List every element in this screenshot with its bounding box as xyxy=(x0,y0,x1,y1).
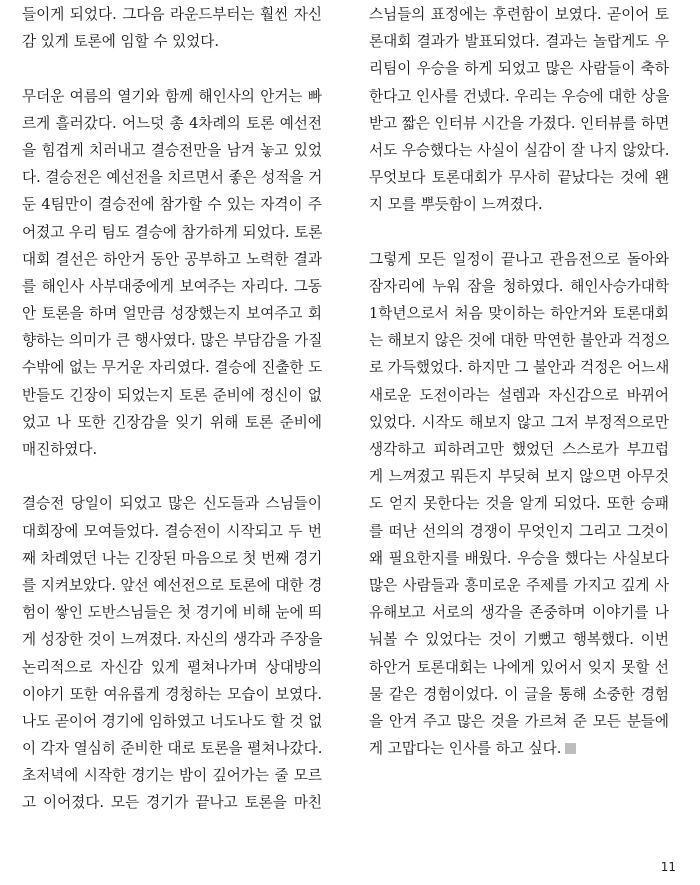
text-line: 대회장에 모여들었다. 결승전이 시작되고 두 번 xyxy=(22,522,322,540)
text-line: 를 떠난 선의의 경쟁이 무엇인지 그리고 그것이 xyxy=(369,522,669,540)
text-line: 지 모를 뿌듯함이 느껴졌다. xyxy=(369,196,543,214)
text-line: 눠볼 수 있었다는 것이 기뻤고 행복했다. 이번 xyxy=(369,631,669,649)
text-line: 향하는 의미가 큰 행사였다. 많은 부담감을 가질 xyxy=(22,332,322,350)
text-line: 이 각자 열심히 준비한 대로 토론을 펼쳐나갔다. xyxy=(22,740,322,758)
text-line: 다. 결승전은 예선전을 치르면서 좋은 성적을 거 xyxy=(22,169,322,187)
text-line: 많은 사람들과 흥미로운 주제를 가지고 깊게 사 xyxy=(369,576,669,594)
paragraph xyxy=(369,1,669,219)
text-line: 는 해보지 않은 것에 대한 막연한 불안과 걱정으 xyxy=(369,332,669,350)
text-line: 게 느껴졌고 뭐든지 부딪혀 보지 않으면 아무것 xyxy=(369,468,669,486)
text-line: 무엇보다 토론대회가 무사히 끝났다는 것에 왠 xyxy=(369,169,669,187)
text-line: 을 힘겹게 치러내고 결승전만을 남겨 놓고 있었 xyxy=(22,141,322,159)
final-sentence: 게 고맙다는 인사를 하고 싶다. xyxy=(369,740,562,758)
text-line: 어졌고 우리 팀도 결승에 참가하게 되었다. 토론 xyxy=(22,223,322,241)
text-line: 험이 쌓인 도반스님들은 첫 경기에 비해 눈에 띄 xyxy=(22,604,322,622)
paragraph xyxy=(22,490,322,816)
text-line: 었고 나 또한 긴장감을 잊기 위해 토론 준비에 xyxy=(22,413,322,431)
text-line: 하안거 토론대회는 나에게 있어서 잊지 못할 선 xyxy=(369,658,669,676)
text-line: 고 이어졌다. 모든 경기가 끝나고 토론을 마친 xyxy=(22,794,322,812)
text-line: 이야기 또한 여유롭게 경청하는 모습이 보였다. xyxy=(22,685,322,703)
text-line: 받고 짧은 인터뷰 시간을 가졌다. 인터뷰를 하면 xyxy=(369,114,669,132)
right-column xyxy=(369,1,669,762)
paragraph xyxy=(369,246,669,763)
text-line: 반들도 긴장이 되었는지 토론 준비에 정신이 없 xyxy=(22,386,322,404)
text-line: 을 안겨 주고 많은 것을 가르쳐 준 모든 분들에 xyxy=(369,712,669,730)
text-line: 나도 곧이어 경기에 임하였고 너도나도 할 것 없 xyxy=(22,712,322,730)
text-line: 유해보고 서로의 생각을 존중하며 이야기를 나 xyxy=(369,604,669,622)
paragraph xyxy=(22,83,322,464)
text-line: 서도 우승했다는 사실이 실감이 잘 나지 않았다. xyxy=(369,141,669,159)
text-line: 왜 필요한지를 배웠다. 우승을 했다는 사실보다 xyxy=(369,549,669,567)
text-line: 를 해인사 사부대중에게 보여주는 자리다. 그동 xyxy=(22,277,322,295)
text-line: 논리적으로 자신감 있게 펼쳐나가며 상대방의 xyxy=(22,658,322,676)
text-line: 째 차례였던 나는 긴장된 마음으로 첫 번째 경기 xyxy=(22,549,322,567)
page-number: 11 xyxy=(660,860,676,874)
text-line: 둔 4팀만이 결승전에 참가할 수 있는 자격이 주 xyxy=(22,196,322,214)
text-line: 로 가득했었다. 하지만 그 불안과 걱정은 어느새 xyxy=(369,359,669,377)
text-line: 생각하고 피하려고만 했었던 스스로가 부끄럽 xyxy=(369,441,669,458)
text-line: 게 성장한 것이 느껴졌다. 자신의 생각과 주장을 xyxy=(22,631,322,649)
paragraph xyxy=(22,1,322,55)
end-mark-icon xyxy=(565,743,576,754)
text-line: 르게 흘러갔다. 어느덧 총 4차례의 토론 예선전 xyxy=(22,114,322,132)
text-line: 리팀이 우승을 하게 되었고 많은 사람들이 축하 xyxy=(369,60,669,78)
text-line: 결승전 당일이 되었고 많은 신도들과 스님들이 xyxy=(22,495,322,513)
text-line: 1학년으로서 처음 맞이하는 하안거와 토론대회 xyxy=(369,305,669,323)
text-line: 들이게 되었다. 그다음 라운드부터는 훨씬 자신 xyxy=(22,6,322,23)
left-column xyxy=(22,1,322,817)
text-line: 안 토론을 하며 얼만큼 성장했는지 보여주고 회 xyxy=(22,305,322,323)
text-line: 물 같은 경험이었다. 이 글을 통해 소중한 경험 xyxy=(369,685,669,703)
text-line: 무더운 여름의 열기와 함께 해인사의 안거는 빠 xyxy=(22,87,322,105)
text-line: 수밖에 없는 무거운 자리였다. 결승에 진출한 도 xyxy=(22,359,322,377)
text-line: 를 지켜보았다. 앞선 예선전으로 토론에 대한 경 xyxy=(22,576,322,594)
text-line: 도 얻지 못한다는 것을 알게 되었다. 또한 승패 xyxy=(369,495,669,513)
text-line: 대회 결선은 하안거 동안 공부하고 노력한 결과 xyxy=(22,250,322,268)
text-line: 초저녁에 시작한 경기는 밤이 깊어가는 줄 모르 xyxy=(22,767,322,785)
text-line: 그렇게 모든 일정이 끝나고 관음전으로 돌아와 xyxy=(369,250,669,268)
text-line: 잠자리에 누워 잠을 청하였다. 해인사승가대학 xyxy=(369,277,669,295)
text-line: 론대회 결과가 발표되었다. 결과는 놀랍게도 우 xyxy=(369,33,669,51)
text-line: 스님들의 표정에는 후련함이 보였다. 곧이어 토 xyxy=(369,6,669,23)
text-line: 감 있게 토론에 임할 수 있었다. xyxy=(22,33,220,51)
text-line: 새로운 도전이라는 설렘과 자신감으로 바뀌어 xyxy=(369,386,669,404)
text-line: 한다고 인사를 건넸다. 우리는 우승에 대한 상을 xyxy=(369,87,669,105)
text-line: 있었다. 시작도 해보지 않고 그저 부정적으로만 xyxy=(369,413,669,431)
text-line xyxy=(369,735,669,762)
text-line: 매진하였다. xyxy=(22,441,98,458)
